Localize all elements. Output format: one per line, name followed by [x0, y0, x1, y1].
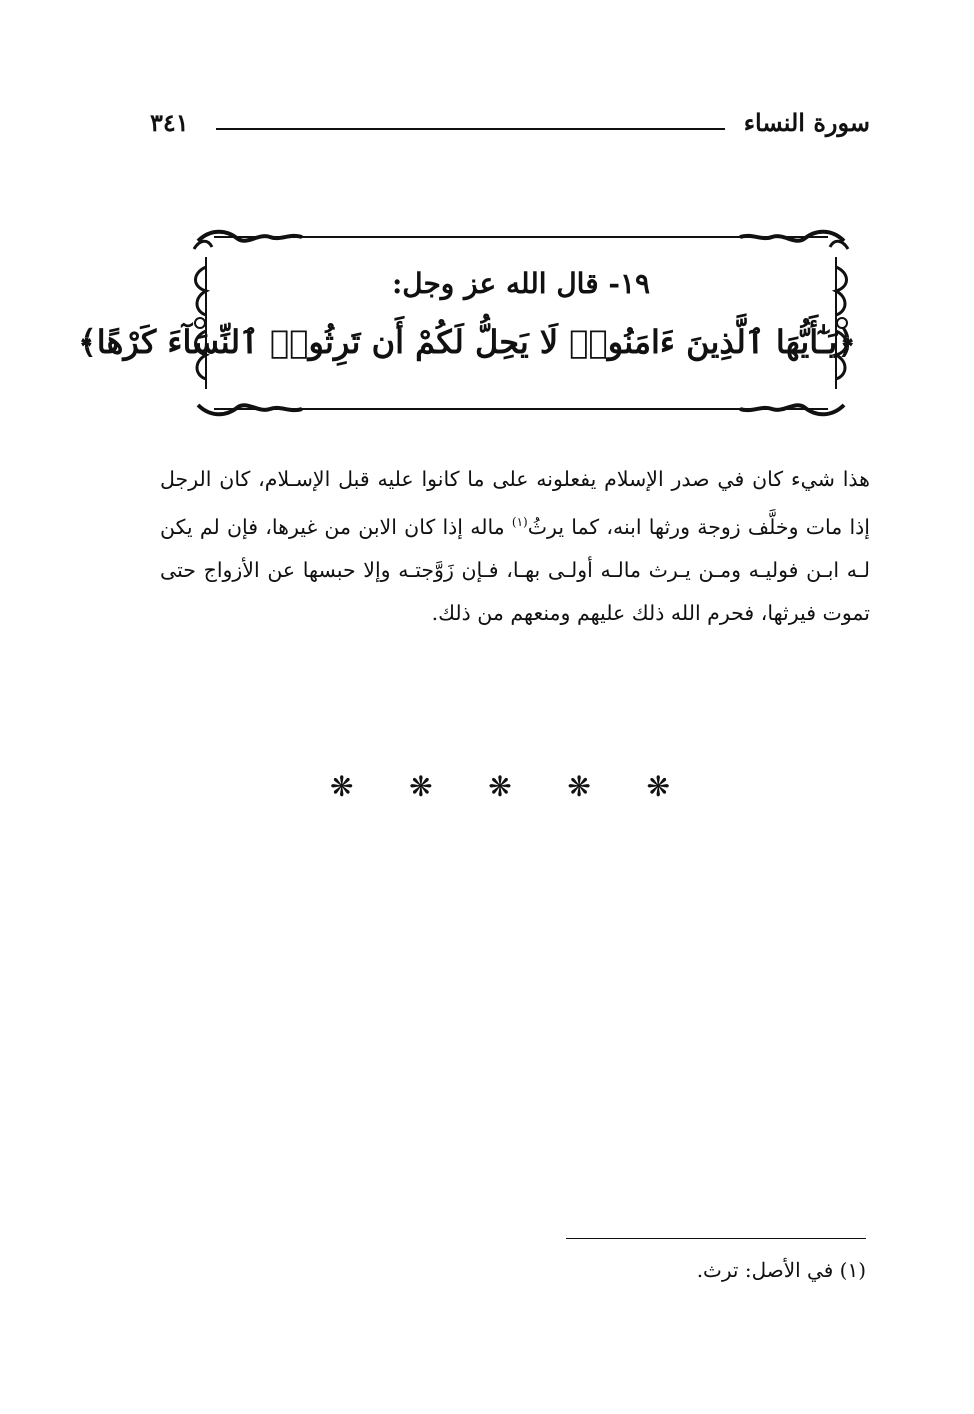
- footnote: (١) في الأصل: ترث.: [696, 1258, 866, 1282]
- page-header: [150, 108, 870, 148]
- separator-star: ❋: [646, 770, 670, 803]
- section-separator: [330, 770, 670, 810]
- separator-star: ❋: [330, 770, 354, 803]
- page-number: ٣٤١: [150, 108, 189, 137]
- separator-star: ❋: [488, 770, 512, 803]
- surah-title: سورة النساء: [743, 108, 870, 137]
- verse-frame: [77, 227, 856, 419]
- quran-verse: ﴿يَـٰٓأَيُّهَا ٱلَّذِينَ ءَامَنُوا۟ لَا يَحِلُّ لَكُمْ أَن تَرِثُوا۟ ٱلنِّسَآءَ كَرْهًا﴾: [77, 323, 856, 361]
- header-rule: [216, 128, 725, 130]
- footnote-rule: [566, 1238, 866, 1239]
- separator-star: ❋: [409, 770, 433, 803]
- footnote-reference[interactable]: (١): [511, 515, 528, 529]
- separator-star: ❋: [567, 770, 591, 803]
- commentary-paragraph: [160, 458, 870, 635]
- paragraph-part1: هذا شيء كان في صدر الإسلام يفعلونه على ما كانوا عليه قبل الإسـلام، كان الرجل إذا مات وخلَّف زوجة ورثها ابنه، كما يرثُ: [160, 467, 870, 539]
- box-heading: ١٩- قال الله عز وجل:: [391, 267, 651, 300]
- paragraph-part2: ماله إذا كان الابن من غيرها، فإن لم يكن لـه ابـن فوليـه ومـن يـرث مالـه أولـى بهـا، فـإن زَوَّجتـه وإلا حبسها عن الأزواج حتى تموت فيرثها، فحرم الله ذلك عليهم ومنعهم من ذلك.: [160, 514, 870, 625]
